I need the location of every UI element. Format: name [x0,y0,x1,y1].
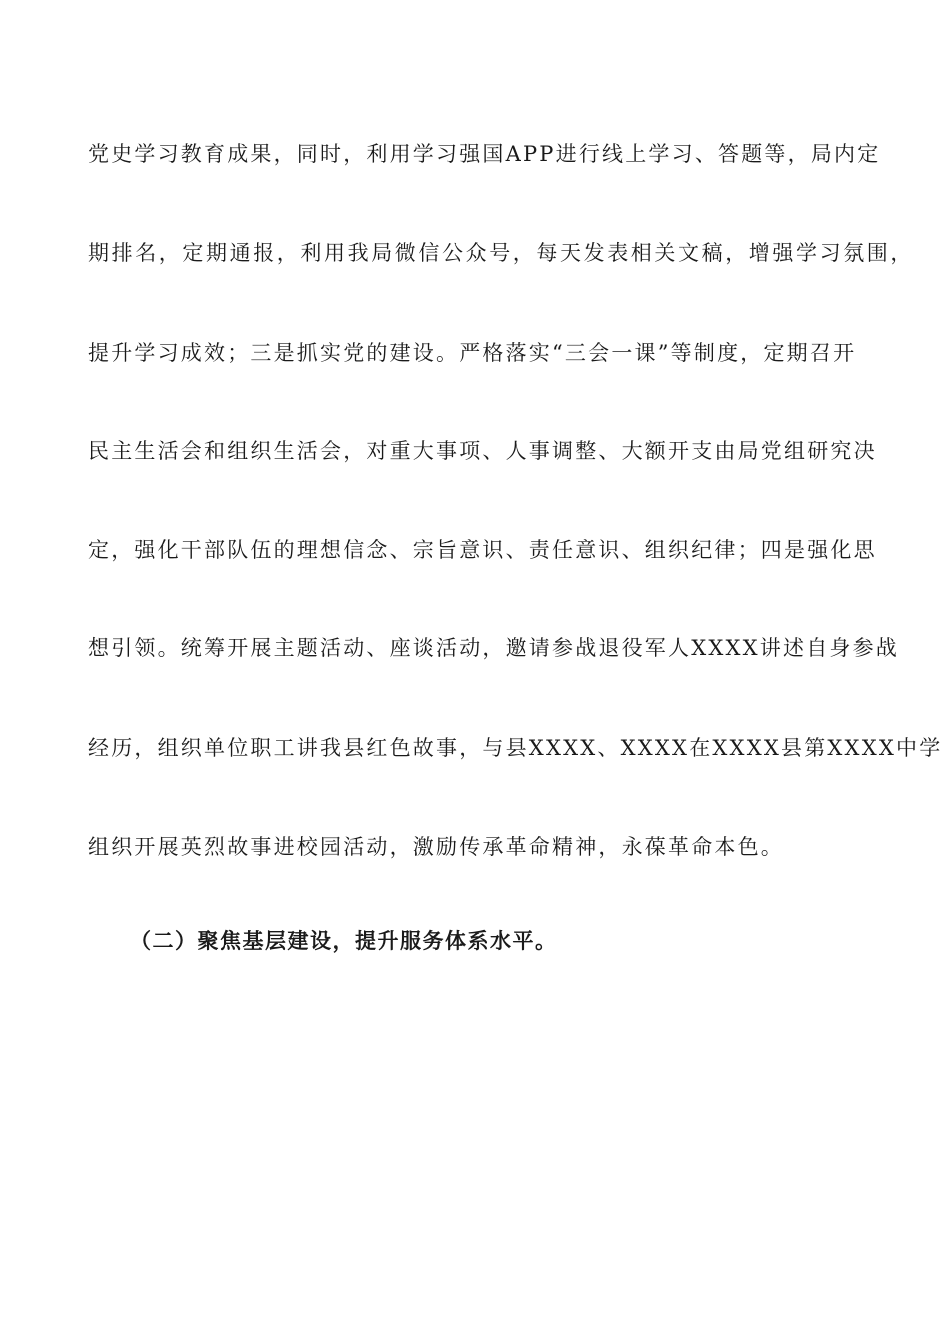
paragraph-line: 组织开展英烈故事进校园活动，激励传承革命精神，永葆革命本色。 [88,835,784,859]
paragraph-line: 想引领。统筹开展主题活动、座谈活动，邀请参战退役军人XXXX讲述自身参战 [88,636,899,660]
paragraph-line: 民主生活会和组织生活会，对重大事项、人事调整、大额开支由局党组研究决 [88,439,877,463]
section-heading: （二）聚焦基层建设，提升服务体系水平。 [130,928,558,953]
paragraph-line: 党史学习教育成果，同时，利用学习强国APP进行线上学习、答题等，局内定 [88,142,881,166]
paragraph-line: 期排名，定期通报，利用我局微信公众号，每天发表相关文稿，增强学习氛围， [88,241,914,265]
paragraph-line: 定，强化干部队伍的理想信念、宗旨意识、责任意识、组织纪律；四是强化思 [88,538,877,562]
paragraph-line: 提升学习成效；三是抓实党的建设。严格落实“三会一课”等制度，定期召开 [88,341,857,365]
paragraph-line: 经历，组织单位职工讲我县红色故事，与县XXXX、XXXX在XXXX县第XXXX中学 [88,736,943,760]
